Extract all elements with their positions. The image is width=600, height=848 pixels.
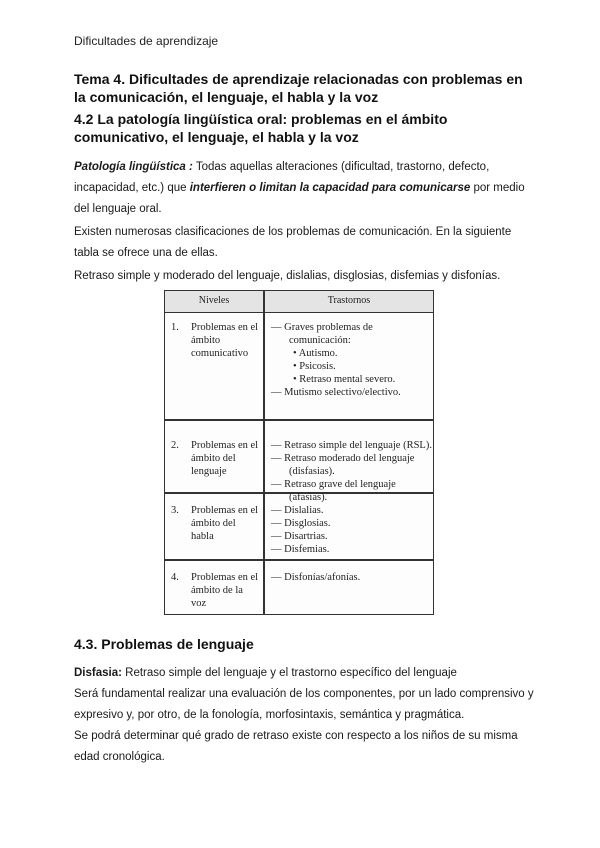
- disorder-item: — Retraso moderado del lenguaje (disfasias).: [271, 453, 415, 477]
- disorder-item: — Graves problemas de comunicación:: [271, 322, 373, 346]
- definition-text-a: Todas aquellas alteraciones (dificultad, trastorno, defecto, incapacidad, etc.) que: [74, 161, 490, 194]
- row-number: 4.: [171, 572, 179, 583]
- definition-paragraph: [74, 157, 534, 220]
- table-row-level: [171, 321, 261, 360]
- table-row-divider: [165, 419, 433, 421]
- table-row-disorders: [271, 321, 433, 399]
- topic-heading: Tema 4. Dificultades de aprendizaje relacionadas con problemas en la comunicación, el lenguaje, el habla y la voz: [74, 71, 523, 105]
- disorder-item: — Disfemias.: [271, 544, 330, 555]
- disorder-subitem: • Autismo.: [293, 348, 338, 359]
- disorder-item: — Dislalias.: [271, 505, 324, 516]
- disorder-item: — Disartrias.: [271, 531, 328, 542]
- row-level-label: Problemas en el ámbito del habla: [191, 505, 259, 542]
- disorder-item: — Mutismo selectivo/electivo.: [271, 387, 401, 398]
- row-level-label: Problemas en el ámbito comunicativo: [191, 322, 259, 359]
- disfasia-term: Disfasia:: [74, 667, 122, 679]
- table-row-disorders: [271, 571, 433, 584]
- definition-term: Patología lingüística :: [74, 161, 193, 173]
- row-number: 3.: [171, 505, 179, 516]
- disorder-subitem: • Psicosis.: [293, 361, 336, 372]
- table-row-level: [171, 504, 261, 543]
- evaluation-paragraph: Será fundamental realizar una evaluación de los componentes, por un lado comprensivo y expresivo y, por otro, de la fonología, morfosintaxis, semántica y pragmática.: [74, 688, 534, 721]
- disfasia-paragraph: [74, 663, 534, 684]
- row-level-label: Problemas en el ámbito de la voz: [191, 572, 259, 609]
- table-header-disorders: Trastornos: [327, 295, 371, 306]
- disfasia-text: Retraso simple del lenguaje y el trastorno específico del lenguaje: [121, 667, 457, 679]
- classification-table: [164, 290, 434, 615]
- disorder-subitem: • Retraso mental severo.: [293, 374, 396, 385]
- running-header: Dificultades de aprendizaje: [74, 34, 219, 48]
- row-level-label: Problemas en el ámbito del lenguaje: [191, 440, 259, 477]
- disorder-item: — Disglosias.: [271, 518, 331, 529]
- classifications-paragraph: Existen numerosas clasificaciones de los problemas de comunicación. En la siguiente tabla se ofrece una de ellas.: [74, 226, 512, 259]
- subtopic-heading: 4.2 La patología lingüística oral: problemas en el ámbito comunicativo, el lenguaje, el habla y la voz: [74, 111, 448, 145]
- table-row-disorders: [271, 439, 433, 504]
- definition-emphasis: interfieren o limitan la capacidad para comunicarse: [189, 182, 471, 194]
- table-row-level: [171, 571, 261, 610]
- disorder-item: — Retraso grave del lenguaje (afasias).: [271, 479, 396, 503]
- row-number: 1.: [171, 322, 179, 333]
- section-heading: 4.3. Problemas de lenguaje: [74, 636, 254, 652]
- table-row-disorders: [271, 504, 433, 556]
- degree-paragraph: Se podrá determinar qué grado de retraso existe con respecto a los niños de su misma edad cronológica.: [74, 730, 518, 763]
- table-column-divider: [263, 291, 265, 614]
- disorder-item: — Disfonías/afonías.: [271, 572, 361, 583]
- table-row-divider: [165, 559, 433, 561]
- table-header-levels: Niveles: [198, 295, 230, 306]
- disorders-list-paragraph: Retraso simple y moderado del lenguaje, dislalias, disglosias, disfemias y disfonías.: [74, 270, 501, 282]
- table-row-level: [171, 439, 261, 478]
- definition-text-b: por medio del lenguaje oral.: [74, 182, 525, 215]
- disorder-item: — Retraso simple del lenguaje (RSL).: [271, 440, 432, 451]
- row-number: 2.: [171, 440, 179, 451]
